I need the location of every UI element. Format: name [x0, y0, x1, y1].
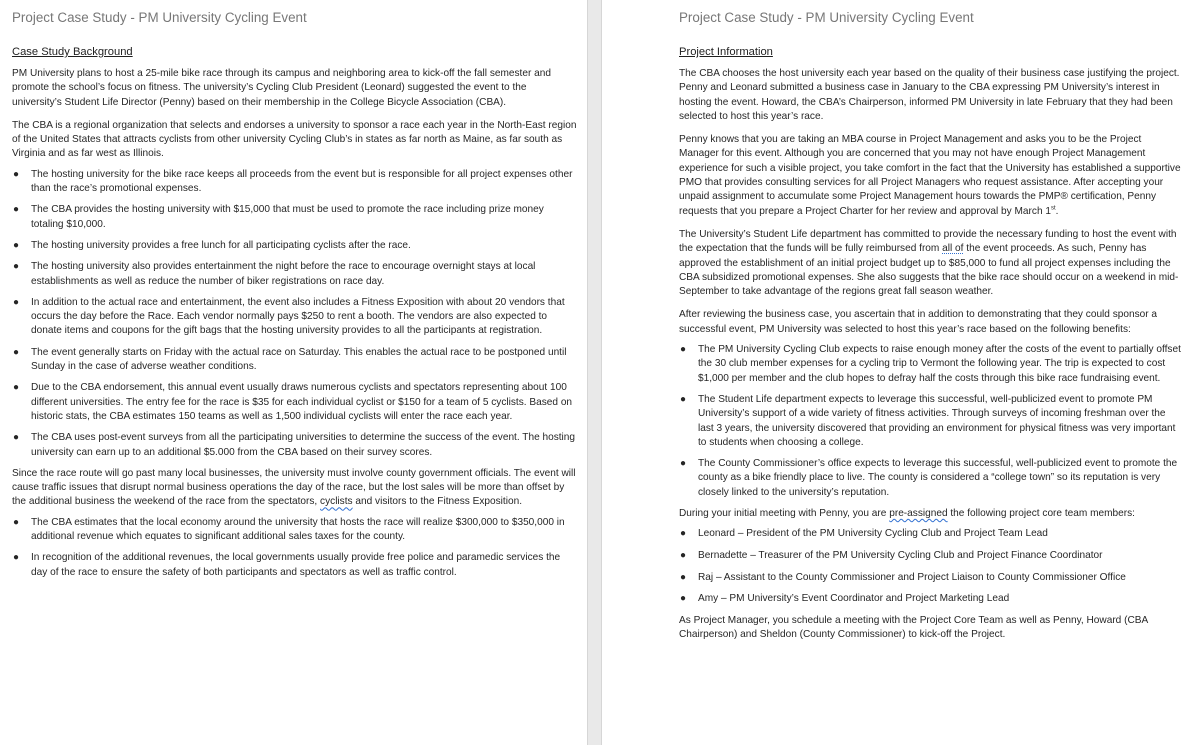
list-item: ● In addition to the actual race and entertainment, the event also includes a Fitness Exposition with about 20 vendors that occurs the day before the Race. Each vendor normally pays $250 to rent a booth. The vendors are also expected to donate items and coupons for the gift bags that the hosting university provides to all the participants at registration. [13, 296, 565, 337]
kickoff-paragraph: As Project Manager, you schedule a meeting with the Project Core Team as well as Penny, Howard (CBA Chairperson) and Sheldon (County Commissioner) to kick-off the Project. [679, 615, 1148, 641]
project-manager-paragraph: Penny knows that you are taking an MBA course in Project Management and asks you to be the Project Manager for this event. Although you are concerned that you may not have enough Project Management experience for such a visible project, you take comfort in the fact that the University has established a supportive PMO that provides consulting services for all Project Managers who request assistance. After accepting your unpaid assignment to accumulate some Project Management hours towards the PMP® certification, Penny requests that you prepare a Project Charter for her review and approval by March 1st. [679, 134, 1181, 217]
list-item: ● Leonard – President of the PM University Cycling Club and Project Team Lead [679, 527, 1181, 541]
page-header: Project Case Study - PM University Cycling Event [679, 10, 974, 25]
cba-paragraph: The CBA is a regional organization that selects and endorses a university to sponsor a race each year in the North-East region of the United States that attracts cyclists from other university Cycling Club’s in states as far north as Maine, as far south as Virginia and as far west as Illinois. [12, 119, 577, 160]
list-item: ● The hosting university also provides entertainment the night before the race to encourage overnight stays at local establishments as well as reduce the number of biker registrations on race day. [13, 261, 536, 287]
bullet-icon: ● [680, 550, 687, 561]
benefits-intro-paragraph: After reviewing the business case, you ascertain that in addition to demonstrating that they could sponsor a successful event, PM University was selected to host this year’s race based on the following benefits: [679, 309, 1158, 335]
ordinal-suffix: st [1050, 205, 1056, 212]
funding-paragraph: The University’s Student Life department has committed to provide the necessary funding to host the event with the expectation that the funds will be fully reimbursed from all of the event proceeds. As such, Penny has approved the establishment of an initial project budget up to $85,000 to fund all project expenses including the CBA subsidized promotional expenses. She also suggests that the bike race should occur on a weekend in mid-September to take advantage of the regions great fall season weather. [679, 228, 1179, 298]
bullet-icon: ● [13, 261, 20, 273]
right-page [602, 0, 1189, 745]
list-item: ● The hosting university for the bike race keeps all proceeds from the event but is responsible for all project expenses other than the race’s promotional expenses. [13, 168, 573, 195]
list-item: ● In recognition of the additional revenues, the local governments usually provide free police and paramedic services the day of the race to ensure the safety of both participants and spectators as well as traffic control. [13, 552, 561, 578]
list-item: ● The County Commissioner’s office expects to leverage this successful, well-publicized event to promote the county as a bike friendly place to live. The county is considered a “college town” so its reputation is very closely linked to the university’s reputation. [680, 458, 1178, 498]
spellcheck-flagged-word[interactable]: cyclists [320, 496, 353, 508]
list-item: ● The event generally starts on Friday with the actual race on Saturday. This enables the actual race to be postponed until Sunday in the case of adverse weather conditions. [13, 346, 567, 373]
section-title-project-information: Project Information [679, 46, 773, 58]
left-page [0, 0, 587, 745]
bullet-icon: ● [13, 516, 20, 528]
bullet-icon: ● [680, 571, 687, 583]
bullet-icon: ● [13, 239, 20, 251]
background-paragraph: PM University plans to host a 25-mile bike race through its campus and neighboring area to kick-off the fall semester and promote the school’s focus on fitness. The university’s Cycling Club President (Leonard) suggested the event to the university’s Student Life Director (Penny) based on their membership in the College Bicycle Association (CBA). [12, 68, 551, 108]
cba-selection-paragraph: The CBA chooses the host university each year based on the quality of their business case justifying the project. Penny and Leonard submitted a business case in January to the CBA expressing PM University’s interest in hosting the event. Howard, the CBA’s Chairperson, informed PM University in late February that they had been selected to host this year’s race. [679, 68, 1180, 122]
benefits-list [679, 343, 1181, 500]
list-item: ● The CBA uses post-event surveys from all the participating universities to determine the success of the event. The hosting university can earn up to an additional $5.000 from the CBA based on their survey scores. [13, 432, 576, 458]
list-item: ● The Student Life department expects to leverage this successful, well-publicized event to promote PM University’s support of a wide variety of fitness activities. Through surveys of incoming freshman over the last 3 years, the university discovered that providing an environment for physical fitness was very important to students when choosing a college. [680, 393, 1176, 448]
list-item: ● The PM University Cycling Club expects to raise enough money after the costs of the event to partially offset the 30 club member expenses for a cycling trip to Vermont the following year. The trip is expected to cost $1,000 per member and the club hopes to defray half the costs through this bike race fundraising event. [680, 344, 1181, 384]
cba-rules-list [12, 168, 577, 460]
team-members-list [679, 527, 1181, 606]
bullet-icon: ● [13, 346, 20, 358]
page-gutter [587, 0, 602, 745]
spellcheck-flagged-word[interactable]: pre-assigned [889, 508, 948, 520]
list-item: ● Amy – PM University’s Event Coordinator and Project Marketing Lead [679, 592, 1181, 606]
page-header: Project Case Study - PM University Cycling Event [12, 10, 307, 25]
bullet-icon: ● [13, 382, 20, 394]
bullet-icon: ● [13, 432, 20, 444]
bullet-icon: ● [13, 552, 20, 564]
county-paragraph: Since the race route will go past many local businesses, the university must involve county government officials. The event will cause traffic issues that disrupt normal business operations the day of the race, but the lost sales will be more than offset by the additional business the weekend of the race from the spectators, cyclists and visitors to the Fitness Exposition. [12, 467, 576, 508]
list-item: ● The CBA estimates that the local economy around the university that hosts the race will realize $300,000 to $350,000 in additional revenue which equates to significant additional sales taxes for the county. [13, 516, 565, 543]
bullet-icon: ● [13, 296, 20, 308]
bullet-icon: ● [680, 458, 687, 470]
list-item: ● Due to the CBA endorsement, this annual event usually draws numerous cyclists and spectators representing about 100 different universities. The entry fee for the race is $35 for each individual cyclist or $150 for a team of 5 cyclists. Based on historic stats, the CBA estimates 150 teams as well as 1,500 individual cyclists will enter the race each year. [13, 382, 573, 422]
list-item: ● Raj – Assistant to the County Commissioner and Project Liaison to County Commissioner Office [679, 571, 1181, 585]
list-item: ● Bernadette – Treasurer of the PM University Cycling Club and Project Finance Coordinator [679, 549, 1181, 563]
bullet-icon: ● [680, 528, 687, 540]
county-benefits-list [12, 516, 577, 580]
list-item: ● The CBA provides the hosting university with $15,000 that must be used to promote the race including prize money totaling $10,000. [13, 204, 544, 230]
bullet-icon: ● [13, 204, 20, 216]
bullet-icon: ● [680, 344, 687, 356]
list-item: ● The hosting university provides a free lunch for all participating cyclists after the race. [12, 239, 577, 253]
section-title-case-study-background: Case Study Background [12, 46, 133, 58]
bullet-icon: ● [13, 168, 20, 180]
bullet-icon: ● [680, 393, 687, 405]
team-intro-paragraph: During your initial meeting with Penny, you are pre-assigned the following project core team members: [679, 508, 1135, 520]
bullet-icon: ● [680, 593, 687, 605]
grammar-flagged-phrase[interactable]: all of [942, 243, 964, 255]
